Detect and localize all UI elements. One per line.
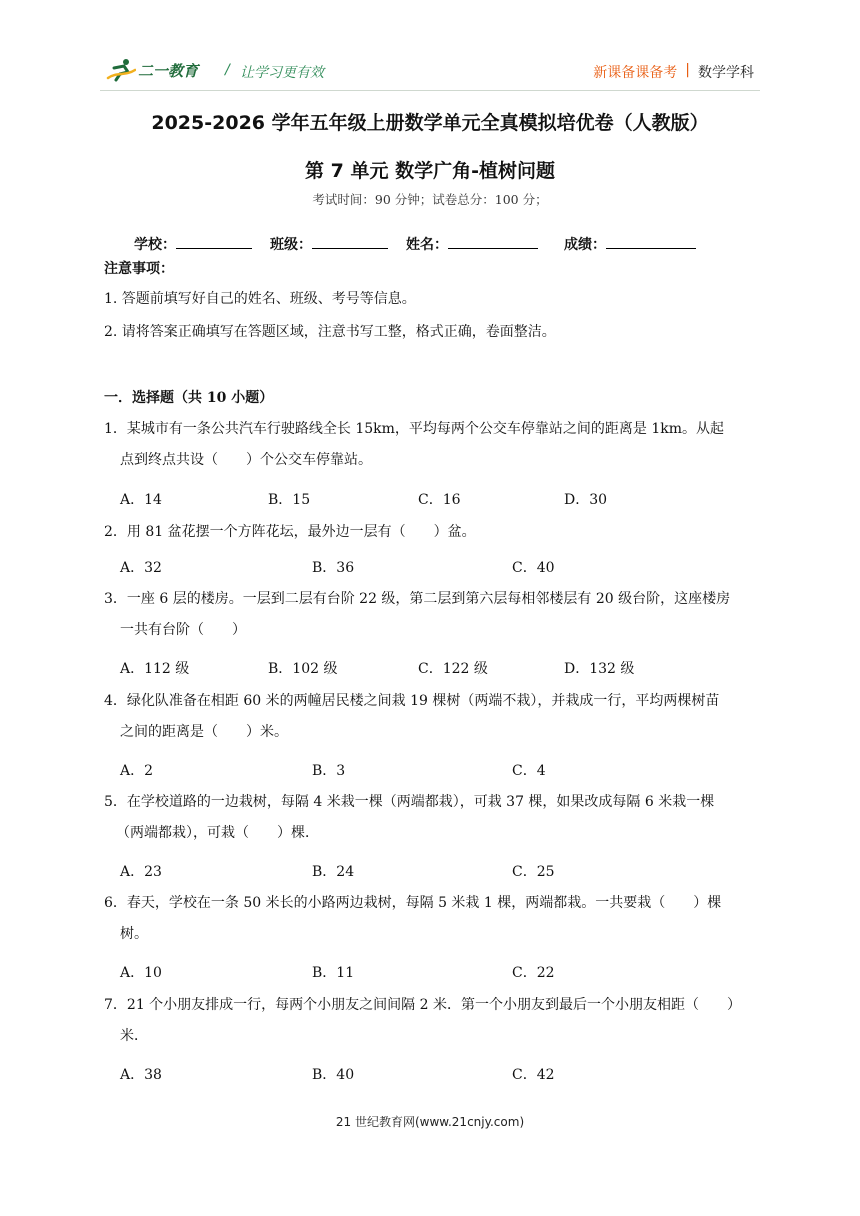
question-7 (104, 990, 760, 1052)
note-item: 1. 答题前填写好自己的姓名、班级、考号等信息。 (104, 291, 416, 307)
option-c[interactable]: C．42 (512, 1067, 555, 1083)
question-5-options (120, 861, 760, 881)
page-title: 2025-2026 学年五年级上册数学单元全真模拟培优卷（人教版） (151, 112, 709, 134)
question-6 (104, 888, 760, 950)
note-item: 2. 请将答案正确填写在答题区域，注意书写工整，格式正确，卷面整洁。 (104, 324, 556, 340)
slogan-separator: / (225, 62, 230, 78)
question-7-options (120, 1064, 760, 1084)
option-b[interactable]: B．11 (312, 965, 355, 981)
score-label: 成绩： (564, 237, 606, 253)
question-3 (104, 584, 760, 646)
option-a[interactable]: A．2 (120, 763, 154, 779)
option-a[interactable]: A．10 (120, 965, 162, 981)
school-label: 学校： (134, 237, 176, 253)
question-stem: 4．绿化队准备在相距 60 米的两幢居民楼之间栽 19 棵树（两端不栽），并栽成一行，平均两棵树苗 (104, 693, 720, 709)
header-right (593, 62, 754, 82)
option-a[interactable]: A．32 (120, 560, 162, 576)
question-stem: 5．在学校道路的一边栽树，每隔 4 米栽一棵（两端都栽），可栽 37 棵，如果改成每隔 6 米栽一棵 (104, 794, 715, 810)
option-a[interactable]: A．14 (120, 492, 162, 508)
option-c[interactable]: C．25 (512, 864, 555, 880)
question-1 (104, 414, 760, 476)
score-blank[interactable] (606, 234, 696, 249)
logo (106, 58, 198, 82)
question-continuation: （两端都栽），可栽（ ）棵． (116, 825, 319, 841)
school-field[interactable] (134, 234, 252, 254)
page-header (100, 50, 760, 94)
question-continuation: 之间的距离是（ ）米。 (120, 724, 288, 740)
question-1-options (120, 489, 760, 509)
option-d[interactable]: D．30 (564, 492, 608, 508)
question-stem: 1．某城市有一条公共汽车行驶路线全长 15km，平均每两个公交车停靠站之间的距离是 1km。从起 (104, 421, 725, 437)
header-rule (100, 90, 760, 91)
option-b[interactable]: B．102 级 (268, 661, 338, 677)
option-c[interactable]: C．16 (418, 492, 461, 508)
class-label: 班级： (270, 237, 312, 253)
question-stem: 7．21 个小朋友排成一行，每两个小朋友之间间隔 2 米．第一个小朋友到最后一个小朋友相距（ ） (104, 997, 741, 1013)
question-4 (104, 686, 760, 748)
section-title: 一．选择题（共 10 小题） (104, 390, 274, 406)
question-stem: 2．用 81 盆花摆一个方阵花坛，最外边一层有（ ）盆。 (104, 524, 476, 540)
class-field[interactable] (270, 234, 388, 254)
option-b[interactable]: B．40 (312, 1067, 355, 1083)
runner-logo-icon (106, 58, 136, 82)
question-continuation: 米． (120, 1028, 148, 1044)
score-field[interactable] (564, 234, 696, 254)
question-stem: 6．春天，学校在一条 50 米长的小路两边栽树，每隔 5 米栽 1 棵，两端都栽。一共要栽（ ）棵 (104, 895, 722, 911)
page-footer[interactable]: 21 世纪教育网(www.21cnjy.com) (335, 1115, 525, 1129)
question-4-options (120, 760, 760, 780)
option-b[interactable]: B．15 (268, 492, 311, 508)
school-blank[interactable] (176, 234, 252, 249)
header-tag-prep: 新课备课备考 (593, 65, 678, 81)
option-a[interactable]: A．38 (120, 1067, 162, 1083)
question-6-options (120, 962, 760, 982)
question-continuation: 点到终点共设（ ）个公交车停靠站。 (120, 452, 372, 468)
option-c[interactable]: C．40 (512, 560, 555, 576)
name-field[interactable] (406, 234, 538, 254)
option-c[interactable]: C．122 级 (418, 661, 488, 677)
question-5 (104, 787, 760, 849)
option-a[interactable]: A．112 级 (120, 661, 190, 677)
slogan: 让学习更有效 (240, 65, 324, 81)
page-subtitle: 第 7 单元 数学广角-植树问题 (305, 160, 555, 182)
header-divider: | (685, 62, 690, 78)
option-c[interactable]: C．22 (512, 965, 555, 981)
option-d[interactable]: D．132 级 (564, 661, 635, 677)
class-blank[interactable] (312, 234, 388, 249)
option-b[interactable]: B．3 (312, 763, 346, 779)
logo-text: 二一教育 (138, 61, 199, 80)
exam-info: 考试时间：90 分钟；试卷总分：100 分； (312, 192, 548, 207)
question-continuation: 树。 (120, 926, 148, 942)
header-tag-subject: 数学学科 (698, 65, 754, 81)
question-2-options (120, 557, 760, 577)
notes-title: 注意事项： (104, 261, 174, 277)
option-b[interactable]: B．24 (312, 864, 355, 880)
question-3-options (120, 658, 760, 678)
name-label: 姓名： (406, 237, 448, 253)
option-a[interactable]: A．23 (120, 864, 162, 880)
name-blank[interactable] (448, 234, 538, 249)
question-stem: 3．一座 6 层的楼房。一层到二层有台阶 22 级，第二层到第六层每相邻楼层有 20 级台阶，这座楼房 (104, 591, 731, 607)
option-c[interactable]: C．4 (512, 763, 546, 779)
question-continuation: 一共有台阶（ ） (120, 622, 246, 638)
option-b[interactable]: B．36 (312, 560, 355, 576)
question-2 (104, 517, 760, 548)
